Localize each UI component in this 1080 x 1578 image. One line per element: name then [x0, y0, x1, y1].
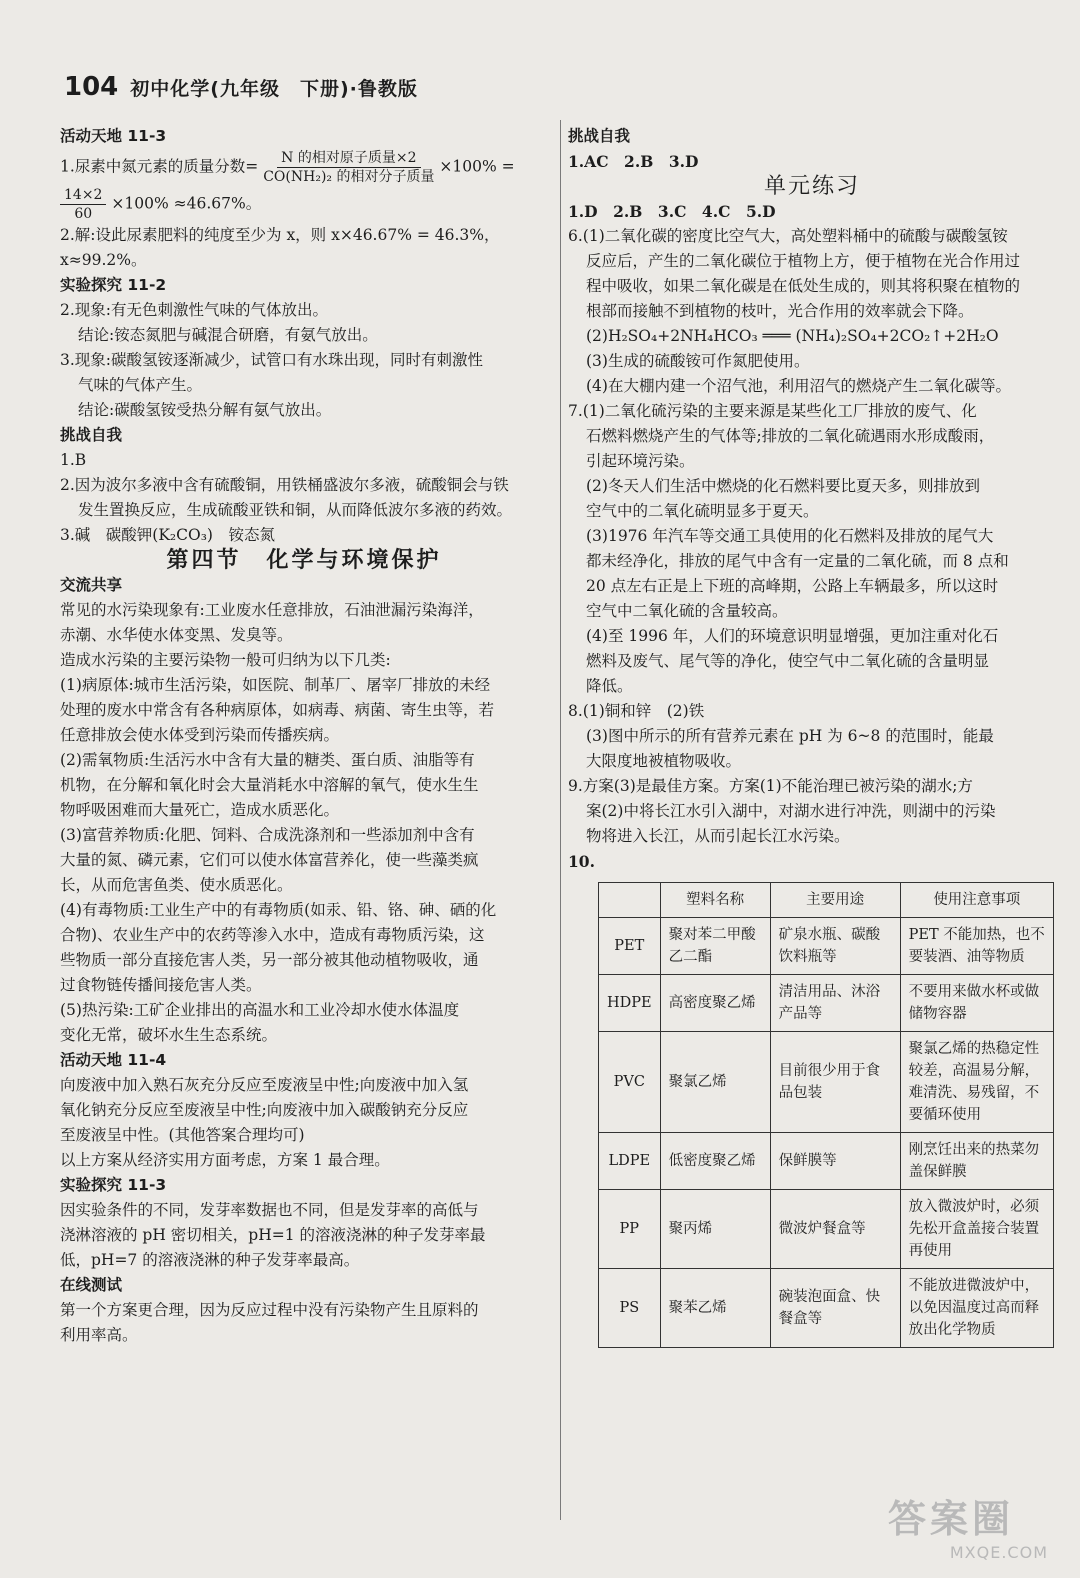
text-line: 物呼吸困难而大量死亡，造成水质恶化。 [60, 801, 340, 819]
right-column [568, 124, 1056, 1348]
text-line: (3)生成的硫酸铵可作氮肥使用。 [586, 352, 810, 370]
answer-line: 3.现象:碳酸氢铵逐渐减少，试管口有水珠出现，同时有刺激性 [60, 351, 484, 369]
table-cell: 不要用来做水杯或做储物容器 [900, 975, 1053, 1032]
answer-line: 2.现象:有无色刺激性气味的气体放出。 [60, 301, 329, 319]
text-line: (3)1976 年汽车等交通工具使用的化石燃料及排放的尾气大 [586, 527, 994, 545]
text-line: 氧化钠充分反应至废液呈中性;向废液中加入碳酸钠充分反应 [60, 1101, 469, 1119]
text-line: 机物，在分解和氧化时会大量消耗水中溶解的氧气，使水生生 [60, 776, 479, 794]
answer-line: x≈99.2%。 [60, 251, 147, 269]
table-header-row [599, 883, 1054, 918]
table-row [599, 1269, 1054, 1348]
watermark-url: MXQE.COM [949, 1543, 1048, 1562]
table-header: 使用注意事项 [900, 883, 1053, 918]
table-cell: 微波炉餐盒等 [770, 1190, 900, 1269]
answer-line [60, 186, 548, 223]
text-line: 合物)、农业生产中的农药等渗入水中，造成有毒物质污染，这 [60, 926, 485, 944]
heading-challenge: 挑战自我 [60, 426, 123, 444]
text-line: 利用率高。 [60, 1326, 138, 1344]
table-cell: 不能放进微波炉中，以免因温度过高而释放出化学物质 [900, 1269, 1053, 1348]
text-line: (3)富营养物质:化肥、饲料、合成洗涤剂和一些添加剂中含有 [60, 826, 475, 844]
text-line: 过食物链传播间接危害人类。 [60, 976, 262, 994]
text-line: 根部而接触不到植物的枝叶，光合作用的效率就会下降。 [586, 302, 974, 320]
table-cell: 聚氯乙烯的热稳定性较差，高温易分解，难清洗、易残留，不要循环使用 [900, 1032, 1053, 1133]
text-line: 程中吸收，如果二氧化碳是在低处生成的，则其将积聚在植物的 [586, 277, 1021, 295]
answer-line: 结论:碳酸氢铵受热分解有氨气放出。 [78, 401, 332, 419]
text-line: 处理的废水中常含有各种病原体，如病毒、病菌、寄生虫等，若 [60, 701, 495, 719]
text-line: 空气中的二氧化硫明显多于夏天。 [586, 502, 819, 520]
text-line: 都未经净化，排放的尾气中含有一定量的二氧化硫，而 8 点和 [586, 552, 1009, 570]
table-header [599, 883, 661, 918]
answer-line: 1.AC 2.B 3.D [568, 152, 699, 171]
text-line: 第一个方案更合理，因为反应过程中没有污染物产生且原料的 [60, 1301, 479, 1319]
table-row [599, 1032, 1054, 1133]
table-cell: PET [599, 918, 661, 975]
text-line: 以上方案从经济实用方面考虑，方案 1 最合理。 [60, 1151, 390, 1169]
text-line: 6.(1)二氧化碳的密度比空气大，高处塑料桶中的硫酸与碳酸氢铵 [568, 227, 1008, 245]
table-cell: 高密度聚乙烯 [660, 975, 770, 1032]
question-label: 10. [568, 852, 595, 871]
table-cell: PS [599, 1269, 661, 1348]
table-cell: 聚对苯二甲酸乙二酯 [660, 918, 770, 975]
table-row [599, 1190, 1054, 1269]
table-row [599, 918, 1054, 975]
left-column [60, 124, 548, 1348]
text-line: 案(2)中将长江水引入湖中，对湖水进行冲洗，则湖中的污染 [586, 802, 996, 820]
plastics-table [598, 882, 1054, 1348]
text-line: (4)至 1996 年，人们的环境意识明显增强，更加注重对化石 [586, 627, 999, 645]
text-line: 低，pH=7 的溶液浇淋的种子发芽率最高。 [60, 1251, 360, 1269]
text-line: 7.(1)二氧化硫污染的主要来源是某些化工厂排放的废气、化 [568, 402, 977, 420]
fraction-numerator: 14×2 [60, 186, 106, 205]
answer-line: 1.D 2.B 3.C 4.C 5.D [568, 202, 776, 221]
answer-line: 1.B [60, 451, 87, 469]
answer-line: 2.解:设此尿素肥料的纯度至少为 x，则 x×46.67% = 46.3%， [60, 226, 500, 244]
share-text [60, 598, 548, 1048]
answer-text: ×100% ≈46.67%。 [111, 194, 262, 213]
table-cell: LDPE [599, 1133, 661, 1190]
table-cell: PET 不能加热，也不要装酒、油等物质 [900, 918, 1053, 975]
table-cell: 聚苯乙烯 [660, 1269, 770, 1348]
text-line: (2)H₂SO₄+2NH₄HCO₃ ═══ (NH₄)₂SO₄+2CO₂↑+2H₂O [586, 327, 999, 345]
table-cell: 聚氯乙烯 [660, 1032, 770, 1133]
text-line: 造成水污染的主要污染物一般可归纳为以下几类: [60, 651, 391, 669]
text-line: (5)热污染:工矿企业排出的高温水和工业冷却水使水体温度 [60, 1001, 460, 1019]
watermark [888, 1488, 1048, 1562]
text-line: 物将进入长江，从而引起长江水污染。 [586, 827, 850, 845]
answer-text: 1.尿素中氮元素的质量分数= [60, 157, 259, 176]
watermark-logo-text: 答案圈 [888, 1497, 1015, 1541]
text-line: 浇淋溶液的 pH 密切相关，pH=1 的溶液浇淋的种子发芽率最 [60, 1226, 486, 1244]
fraction-denominator: 60 [74, 206, 93, 222]
table-cell: 目前很少用于食品包装 [770, 1032, 900, 1133]
text-line: 9.方案(3)是最佳方案。方案(1)不能治理已被污染的湖水;方 [568, 777, 973, 795]
answer-line: 2.因为波尔多液中含有硫酸铜，用铁桶盛波尔多液，硫酸铜会与铁 [60, 476, 509, 494]
text-line: 常见的水污染现象有:工业废水任意排放，石油泄漏污染海洋， [60, 601, 484, 619]
table-header: 主要用途 [770, 883, 900, 918]
answer-line: 发生置换反应，生成硫酸亚铁和铜，从而降低波尔多液的药效。 [78, 501, 513, 519]
text-line: 变化无常，破坏水生生态系统。 [60, 1026, 278, 1044]
text-line: 任意排放会使水体受到污染而传播疾病。 [60, 726, 340, 744]
heading-challenge: 挑战自我 [568, 127, 631, 145]
answer-line [60, 149, 548, 186]
text-line: 石燃料燃烧产生的气体等;排放的二氧化硫遇雨水形成酸雨， [586, 427, 995, 445]
table-cell: PP [599, 1190, 661, 1269]
page-number: 104 [64, 72, 119, 102]
table-cell: 聚丙烯 [660, 1190, 770, 1269]
table-cell: PVC [599, 1032, 661, 1133]
table-cell: 保鲜膜等 [770, 1133, 900, 1190]
answer-line: 气味的气体产生。 [78, 376, 203, 394]
text-line: (3)图中所示的所有营养元素在 pH 为 6~8 的范围时，能最 [586, 727, 994, 745]
fraction [60, 186, 106, 223]
text-line: 引起环境污染。 [586, 452, 695, 470]
page-header [64, 72, 418, 108]
column-divider [560, 120, 561, 1520]
unit-title: 单元练习 [763, 174, 860, 199]
table-cell: 清洁用品、沐浴产品等 [770, 975, 900, 1032]
text-line: 长，从而危害鱼类、使水质恶化。 [60, 876, 293, 894]
text-line: 些物质一部分直接危害人类，另一部分被其他动植物吸收，通 [60, 951, 479, 969]
text-line: (4)在大棚内建一个沼气池，利用沼气的燃烧产生二氧化碳等。 [586, 377, 1011, 395]
text-line: 向废液中加入熟石灰充分反应至废液呈中性;向废液中加入氢 [60, 1076, 469, 1094]
text-line: 反应后，产生的二氧化碳位于植物上方，便于植物在光合作用过 [586, 252, 1021, 270]
text-line: (2)需氧物质:生活污水中含有大量的糖类、蛋白质、油脂等有 [60, 751, 475, 769]
fraction [263, 149, 434, 186]
text-line: 因实验条件的不同，发芽率数据也不同，但是发芽率的高低与 [60, 1201, 479, 1219]
section-title: 第四节 化学与环境保护 [166, 548, 442, 573]
text-line: 燃料及废气、尾气等的净化，使空气中二氧化硫的含量明显 [586, 652, 990, 670]
answer-line: 3.碱 碳酸钾(K₂CO₃) 铵态氮 [60, 526, 275, 544]
text-line: (2)冬天人们生活中燃烧的化石燃料要比夏天多，则排放到 [586, 477, 980, 495]
answer-text: ×100% = [439, 157, 515, 176]
text-line: 20 点左右正是上下班的高峰期，公路上车辆最多，所以这时 [586, 577, 999, 595]
answer-line: 结论:铵态氮肥与碱混合研磨，有氨气放出。 [78, 326, 378, 344]
heading-share: 交流共享 [60, 576, 123, 594]
table-header: 塑料名称 [660, 883, 770, 918]
table-row [599, 1133, 1054, 1190]
text-line: 大限度地被植物吸收。 [586, 752, 742, 770]
text-line: 降低。 [586, 677, 633, 695]
heading-experiment-11-3: 实验探究 11-3 [60, 1176, 167, 1194]
table-cell: 放入微波炉时，必须先松开盒盖接合装置再使用 [900, 1190, 1053, 1269]
text-line: 8.(1)铜和锌 (2)铁 [568, 702, 705, 720]
text-line: 大量的氮、磷元素，它们可以使水体富营养化，使一些藻类疯 [60, 851, 479, 869]
table-cell: HDPE [599, 975, 661, 1032]
text-line: 空气中二氧化硫的含量较高。 [586, 602, 788, 620]
text-line: (1)病原体:城市生活污染，如医院、制革厂、屠宰厂排放的未经 [60, 676, 491, 694]
heading-experiment-11-2: 实验探究 11-2 [60, 276, 167, 294]
table-row [599, 975, 1054, 1032]
text-line: 赤潮、水华使水体变黑、发臭等。 [60, 626, 293, 644]
text-line: 至废液呈中性。(其他答案合理均可) [60, 1126, 305, 1144]
table-cell: 碗装泡面盒、快餐盒等 [770, 1269, 900, 1348]
table-cell: 刚烹饪出来的热菜勿盖保鲜膜 [900, 1133, 1053, 1190]
text-line: (4)有毒物质:工业生产中的有毒物质(如汞、铅、铬、砷、硒的化 [60, 901, 497, 919]
heading-online-test: 在线测试 [60, 1276, 123, 1294]
heading-activity-11-4: 活动天地 11-4 [60, 1051, 167, 1069]
heading-activity-11-3: 活动天地 11-3 [60, 127, 167, 145]
fraction-denominator: CO(NH₂)₂ 的相对分子质量 [263, 169, 435, 185]
table-cell: 低密度聚乙烯 [660, 1133, 770, 1190]
table-cell: 矿泉水瓶、碳酸饮料瓶等 [770, 918, 900, 975]
fraction-numerator: N 的相对原子质量×2 [277, 149, 420, 168]
book-title: 初中化学(九年级 下册)·鲁教版 [130, 78, 418, 100]
